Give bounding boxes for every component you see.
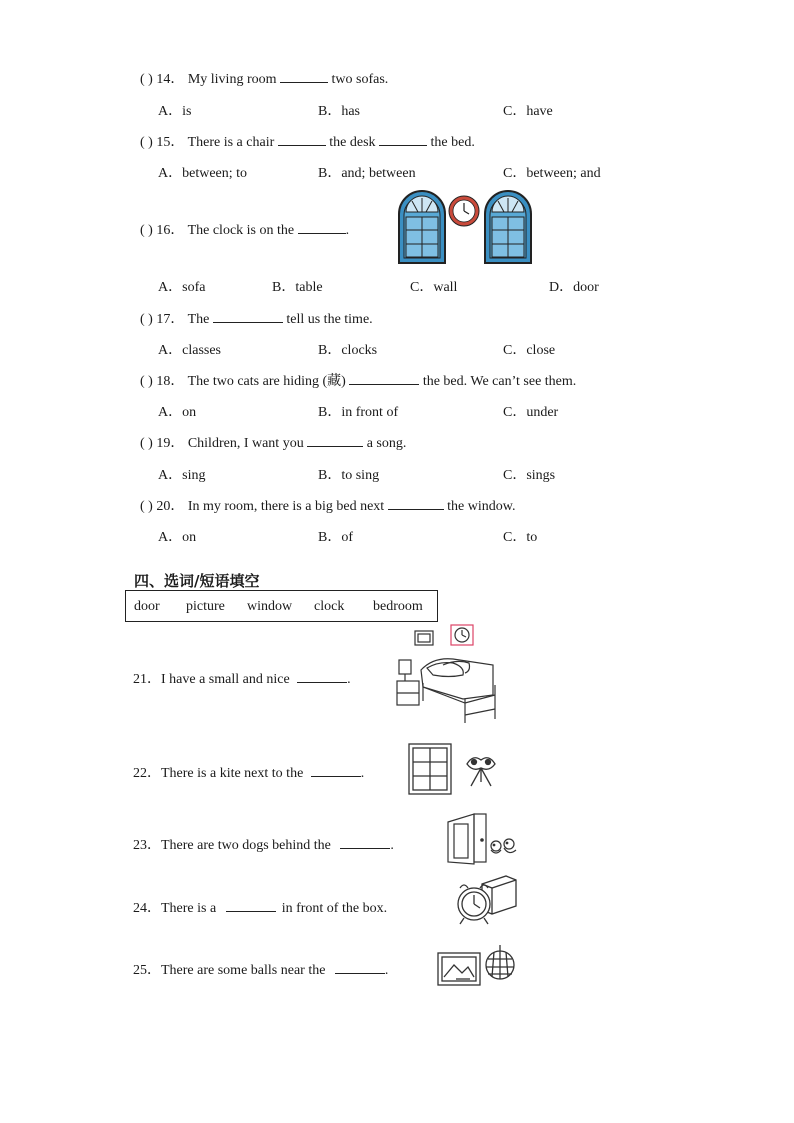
answer-blank[interactable] (297, 670, 347, 683)
fill-item-24: 24．There is a in front of the box. (133, 901, 388, 916)
answer-blank[interactable] (379, 133, 427, 146)
answer-paren[interactable]: ( ) (140, 312, 153, 327)
alarm-clock-icon (458, 885, 490, 924)
option-c[interactable]: C．close (503, 343, 556, 358)
question-15: ( ) 15． There is a chair the desk the bed. (140, 135, 475, 150)
window-kite-illustration (407, 742, 501, 798)
answer-paren[interactable]: ( ) (140, 135, 153, 150)
option-b[interactable]: B．to sing (318, 468, 380, 483)
picture-icon (438, 953, 480, 985)
answer-blank[interactable] (213, 310, 283, 323)
section-title: 四、选词/短语填空 (134, 572, 260, 590)
dog-icon (504, 839, 516, 853)
answer-blank[interactable] (349, 372, 419, 385)
option-c[interactable]: C．between; and (503, 166, 601, 181)
option-b[interactable]: B．in front of (318, 405, 399, 420)
answer-paren[interactable]: ( ) (140, 374, 153, 389)
option-c[interactable]: C．wall (410, 280, 458, 295)
answer-blank[interactable] (280, 70, 328, 83)
word-bank (125, 590, 438, 622)
dog-icon (491, 841, 501, 853)
option-d[interactable]: D．door (549, 280, 599, 295)
answer-blank[interactable] (226, 899, 276, 912)
option-a[interactable]: A．classes (158, 343, 222, 358)
option-b[interactable]: B．clocks (318, 343, 378, 358)
picture-balls-illustration (436, 943, 520, 989)
answer-blank[interactable] (340, 836, 390, 849)
answer-paren[interactable]: ( ) (140, 223, 153, 238)
question-16: ( ) 16． The clock is on the . (140, 223, 350, 238)
option-a[interactable]: A．sing (158, 468, 206, 483)
clock-box-illustration (454, 872, 520, 928)
answer-blank[interactable] (298, 221, 346, 234)
answer-blank[interactable] (335, 961, 385, 974)
word-bank-item: window (247, 599, 293, 614)
kite-icon (467, 758, 495, 786)
option-c[interactable]: C．to (503, 530, 538, 545)
window-icon (399, 191, 445, 263)
option-a[interactable]: A．on (158, 530, 197, 545)
word-bank-item: picture (186, 599, 225, 614)
option-a[interactable]: A．between; to (158, 166, 248, 181)
word-bank-item: door (134, 599, 160, 614)
question-stem-end: two sofas. (331, 72, 389, 87)
fill-item-23: 23．There are two dogs behind the . (133, 838, 394, 853)
option-b[interactable]: B．of (318, 530, 354, 545)
question-stem: My living room (187, 72, 277, 87)
answer-paren[interactable]: ( ) (140, 499, 153, 514)
bedroom-illustration (383, 623, 497, 725)
clock-icon (449, 196, 479, 226)
option-a[interactable]: A．is (158, 104, 192, 119)
door-icon (448, 814, 474, 864)
fill-item-22: 22．There is a kite next to the . (133, 766, 365, 781)
question-19: ( ) 19． Children, I want you a song. (140, 436, 407, 451)
question-20: ( ) 20． In my room, there is a big bed next the window. (140, 499, 516, 514)
ball-icon (486, 945, 514, 979)
answer-blank[interactable] (388, 497, 444, 510)
answer-blank[interactable] (278, 133, 326, 146)
option-b[interactable]: B．table (272, 280, 323, 295)
door-dogs-illustration (444, 810, 524, 866)
fill-item-21: 21．I have a small and nice . (133, 672, 351, 687)
question-number: 14 (156, 72, 171, 87)
option-a[interactable]: A．sofa (158, 280, 206, 295)
question-18: ( ) 18． The two cats are hiding (藏) the bed. We can’t see them. (140, 374, 577, 389)
window-icon (485, 191, 531, 263)
answer-blank[interactable] (311, 764, 361, 777)
answer-paren[interactable]: ( ) (140, 72, 153, 87)
option-c[interactable]: C．under (503, 405, 559, 420)
option-c[interactable]: C．sings (503, 468, 556, 483)
option-b[interactable]: B．and; between (318, 166, 416, 181)
option-c[interactable]: C．have (503, 104, 553, 119)
question-17: ( ) 17． The tell us the time. (140, 312, 373, 327)
question-14: ( ) 14． My living room two sofas. (140, 72, 389, 87)
answer-paren[interactable]: ( ) (140, 436, 153, 451)
option-b[interactable]: B．has (318, 104, 361, 119)
word-bank-item: clock (314, 599, 345, 614)
fill-item-25: 25．There are some balls near the . (133, 963, 389, 978)
windows-clock-illustration (396, 188, 534, 266)
answer-blank[interactable] (307, 434, 363, 447)
word-bank-item: bedroom (373, 599, 423, 614)
option-a[interactable]: A．on (158, 405, 197, 420)
